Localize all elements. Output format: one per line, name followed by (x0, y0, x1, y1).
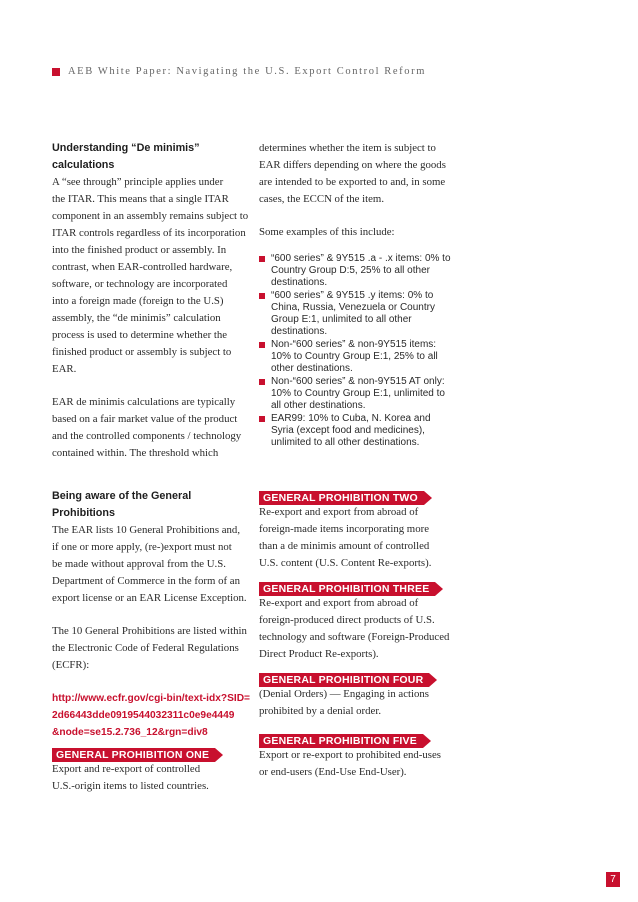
text-line: determines whether the item is subject to (259, 142, 436, 154)
text-line: technology and software (Foreign-Produced (259, 631, 450, 643)
examples-list (259, 253, 459, 449)
prohibition-two (259, 486, 459, 572)
text-line: contained within. The threshold which (52, 447, 219, 459)
text-line: or end-users (End-Use End-User). (259, 766, 407, 778)
list-item: “600 series” & 9Y515 .a - .x items: 0% to Country Group D:5, 25% to all other destinations. (259, 253, 451, 289)
text-line: (Denial Orders) — Engaging in actions (259, 688, 430, 700)
text-line: contrast, when EAR-controlled hardware, (52, 261, 233, 273)
prohibition-two-label: GENERAL PROHIBITION TWO (259, 491, 424, 505)
text-line: export license or an EAR License Exception. (52, 592, 247, 604)
square-bullet-icon (259, 342, 265, 348)
text-line: into the finished product or assembly. In (52, 244, 227, 256)
prohibition-one (52, 743, 252, 795)
prohibition-three-label: GENERAL PROHIBITION THREE (259, 582, 435, 596)
text-line: cases, the ECCN of the item. (259, 193, 385, 205)
text-line: U.S.-origin items to listed countries. (52, 780, 209, 792)
text-line: EAR. (52, 363, 77, 375)
prohibition-one-label: GENERAL PROHIBITION ONE (52, 748, 215, 762)
prohibition-five (259, 729, 459, 781)
text-line: Department of Commerce in the form of an (52, 575, 240, 587)
section-de-minimis-left (52, 140, 252, 462)
section-heading-general-prohibitions (52, 488, 252, 522)
section-heading-de-minimis (52, 140, 252, 174)
link-line[interactable]: &node=se15.2.736_12&rgn=div8 (52, 727, 208, 738)
ecfr-link[interactable] (52, 690, 252, 741)
text-line: prohibited by a denial order. (259, 705, 382, 717)
text-line: The EAR lists 10 General Prohibitions and, (52, 524, 241, 536)
text-line: foreign-produced direct products of U.S. (259, 614, 435, 626)
text-line: the ITAR. This means that a single ITAR (52, 193, 229, 205)
text-line: into a foreign made (foreign to the U.S) (52, 295, 224, 307)
page-number: 7 (606, 872, 620, 887)
text-line: finished product or assembly is subject to (52, 346, 232, 358)
examples-intro: Some examples of this include: (259, 226, 395, 238)
link-line[interactable]: http://www.ecfr.gov/cgi-bin/text-idx?SID= (52, 693, 251, 704)
text-line: the Electronic Code of Federal Regulations (52, 642, 239, 654)
list-item: EAR99: 10% to Cuba, N. Korea and Syria (except food and medicines), unlimited to all other destinations. (259, 413, 451, 449)
text-line: and the controlled components / technology (52, 430, 242, 442)
paragraph-see-through (52, 174, 252, 378)
square-bullet-icon (259, 256, 265, 262)
text-line: A “see through” principle applies under (52, 176, 224, 188)
heading-line: calculations (52, 159, 115, 171)
text-line: Re-export and export from abroad of (259, 506, 419, 518)
text-line: Re-export and export from abroad of (259, 597, 419, 609)
paragraph-ecfr (52, 623, 252, 674)
prohibition-four (259, 668, 459, 720)
text-line: ITAR controls regardless of its incorporation (52, 227, 246, 239)
section-de-minimis-right (259, 140, 459, 450)
text-line: Direct Product Re-exports). (259, 648, 379, 660)
text-line: software, or technology are incorporated (52, 278, 228, 290)
prohibition-five-label: GENERAL PROHIBITION FIVE (259, 734, 423, 748)
header-title: AEB White Paper: Navigating the U.S. Export Control Reform (68, 66, 426, 77)
document-header (52, 66, 426, 77)
text-line: The 10 General Prohibitions are listed within (52, 625, 247, 637)
list-item: Non-“600 series” & non-9Y515 AT only: 10% to Country Group E:1, unlimited to all other destinations. (259, 376, 451, 412)
square-bullet-icon (259, 293, 265, 299)
square-bullet-icon (259, 379, 265, 385)
text-line: U.S. content (U.S. Content Re-exports). (259, 557, 432, 569)
heading-line: Prohibitions (52, 507, 115, 519)
heading-line: Understanding “De minimis” (52, 142, 200, 154)
text-line: are intended to be exported to and, in some (259, 176, 446, 188)
text-line: EAR de minimis calculations are typically (52, 396, 236, 408)
text-line: component in an assembly remains subject to (52, 210, 249, 222)
paragraph-threshold (259, 140, 459, 208)
text-line: than a de minimis amount of controlled (259, 540, 430, 552)
text-line: assembly, the “de minimis” calculation (52, 312, 221, 324)
text-line: foreign-made items incorporating more (259, 523, 429, 535)
text-line: based on a fair market value of the product (52, 413, 238, 425)
header-square-icon (52, 68, 60, 76)
text-line: if one or more apply, (re-)export must not (52, 541, 232, 553)
list-item: “600 series” & 9Y515 .y items: 0% to China, Russia, Venezuela or Country Group E:1, unlimited to all other destinations. (259, 290, 451, 338)
paragraph-fair-market (52, 394, 252, 462)
text-line: Export and re-export of controlled (52, 763, 201, 775)
prohibition-three (259, 577, 459, 663)
link-line[interactable]: 2d66443dde0919544032311c0e9e4449 (52, 710, 235, 721)
text-line: EAR differs depending on where the goods (259, 159, 446, 171)
text-line: (ECFR): (52, 659, 90, 671)
text-line: Export or re-export to prohibited end-uses (259, 749, 441, 761)
prohibition-four-label: GENERAL PROHIBITION FOUR (259, 673, 429, 687)
text-line: process is used to determine whether the (52, 329, 228, 341)
heading-line: Being aware of the General (52, 490, 192, 502)
list-item: Non-“600 series” & non-9Y515 items: 10% to Country Group E:1, 25% to all other destinations. (259, 339, 451, 375)
square-bullet-icon (259, 416, 265, 422)
text-line: be made without approval from the U.S. (52, 558, 226, 570)
section-general-prohibitions-left (52, 488, 252, 741)
paragraph-ten-prohibitions (52, 522, 252, 607)
